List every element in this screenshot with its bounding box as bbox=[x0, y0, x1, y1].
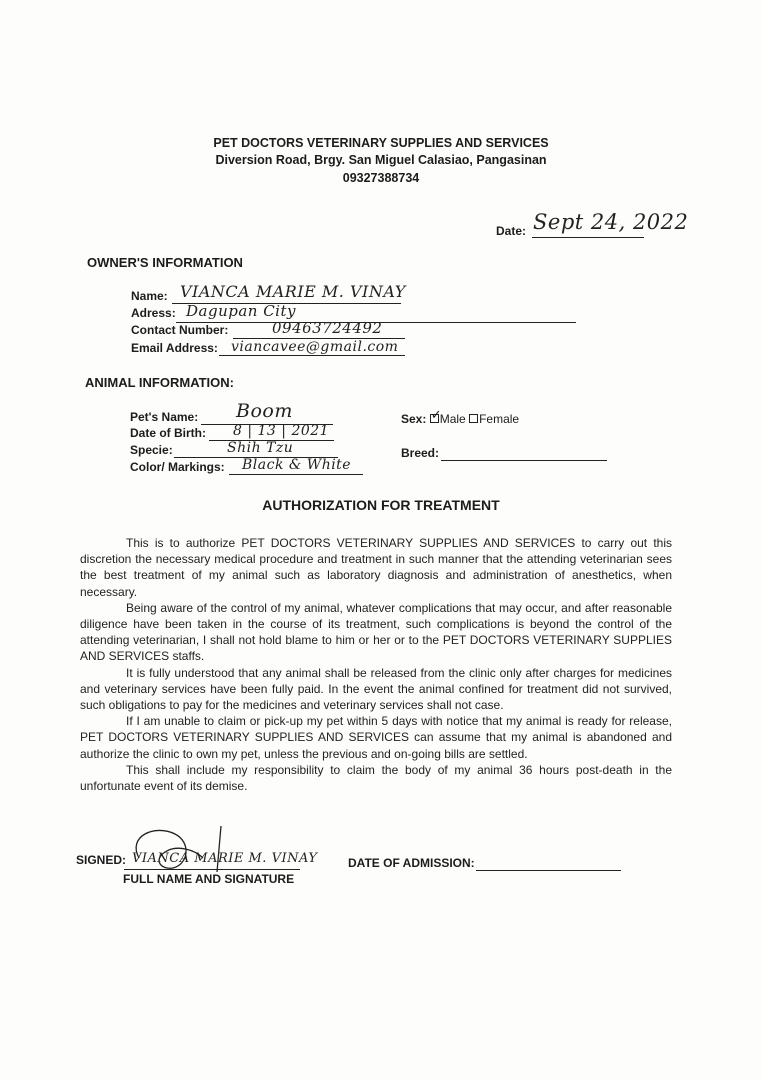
specie-label: Specie: bbox=[130, 443, 173, 457]
owner-email-line bbox=[219, 355, 405, 356]
signed-name-value: VIANCA MARIE M. VINAY bbox=[132, 851, 318, 866]
paragraph-5: This shall include my responsibility to claim the body of my animal 36 hours post-death in the unfortunate event of its demise. bbox=[80, 762, 672, 794]
paragraph-4: If I am unable to claim or pick-up my pet within 5 days with notice that my animal is ready for release, PET DOCTORS VETERINARY SUPPLIES AND SERVICES can assume that my animal is abandoned and authorize the clinic to own my pet, unless the previous and on-going bills are settled. bbox=[80, 714, 672, 761]
breed-label: Breed: bbox=[401, 446, 440, 460]
owner-email-value: viancavee@gmail.com bbox=[231, 339, 399, 355]
color-label: Color/ Markings: bbox=[130, 460, 225, 474]
owner-contact-value: 09463724492 bbox=[272, 319, 383, 337]
pet-name-value: Boom bbox=[236, 400, 293, 422]
clinic-address: Diversion Road, Brgy. San Miguel Calasiao, Pangasinan bbox=[215, 153, 547, 167]
clinic-phone: 09327388734 bbox=[342, 171, 420, 185]
admission-line bbox=[476, 870, 621, 871]
sex-label: Sex: bbox=[401, 412, 427, 426]
male-check-mark: ✓ bbox=[430, 408, 442, 423]
date-value: Sept 24, 2022 bbox=[533, 210, 689, 234]
owner-address-label: Adress: bbox=[131, 306, 176, 320]
dob-label: Date of Birth: bbox=[130, 426, 206, 440]
owner-contact-label: Contact Number: bbox=[131, 323, 229, 337]
date-label: Date: bbox=[496, 224, 527, 238]
dob-value: 8 | 13 | 2021 bbox=[233, 423, 330, 439]
paragraph-2: Being aware of the control of my animal, whatever complications that may occur, and after reasonable diligence have been taken in the course of its treatment, such complications is beyond the control of the attending veterinarian, I shall not hold blame to him or her or to the PET DOCTORS VETERINARY SUPPLIES AND SERVICES staffs. bbox=[80, 600, 672, 664]
sex-field bbox=[401, 408, 520, 426]
female-checkbox[interactable] bbox=[469, 414, 478, 423]
date-line bbox=[532, 237, 644, 238]
signed-line bbox=[124, 869, 300, 870]
clinic-name: PET DOCTORS VETERINARY SUPPLIES AND SERVICES bbox=[213, 136, 549, 150]
specie-value: Shih Tzu bbox=[227, 440, 294, 456]
owner-name-label: Name: bbox=[131, 289, 168, 303]
female-label: Female bbox=[479, 412, 520, 426]
owner-address-value: Dagupan City bbox=[186, 302, 296, 320]
male-label: Male bbox=[439, 412, 466, 426]
owner-email-label: Email Address: bbox=[131, 341, 218, 355]
paragraph-3: It is fully understood that any animal shall be released from the clinic only after charges for medicines and veterinary services have been fully paid. In the event the animal confined for treatment did not survived, such obligations to pay for the medicines and veterinary services shall not case. bbox=[80, 665, 672, 713]
animal-section-title: ANIMAL INFORMATION: bbox=[85, 375, 234, 390]
admission-label: DATE OF ADMISSION: bbox=[348, 856, 475, 870]
pet-name-label: Pet's Name: bbox=[130, 410, 199, 424]
owner-name-value: VIANCA MARIE M. VINAY bbox=[180, 282, 406, 301]
color-value: Black & White bbox=[242, 457, 352, 473]
signature-caption: FULL NAME AND SIGNATURE bbox=[123, 872, 295, 886]
signed-label: SIGNED: bbox=[76, 853, 127, 867]
authorization-title: AUTHORIZATION FOR TREATMENT bbox=[262, 497, 500, 513]
authorization-body bbox=[80, 535, 672, 794]
male-checkbox[interactable] bbox=[430, 408, 442, 423]
color-line bbox=[229, 474, 363, 475]
owner-section-title: OWNER'S INFORMATION bbox=[87, 255, 243, 270]
breed-line bbox=[441, 460, 607, 461]
paragraph-1: This is to authorize PET DOCTORS VETERINARY SUPPLIES AND SERVICES to carry out this discretion the necessary medical procedure and treatment in such manner that the attending veterinarian sees the best treatment of my animal such as laboratory diagnosis and administration of anesthetics, when necessary. bbox=[80, 536, 672, 599]
